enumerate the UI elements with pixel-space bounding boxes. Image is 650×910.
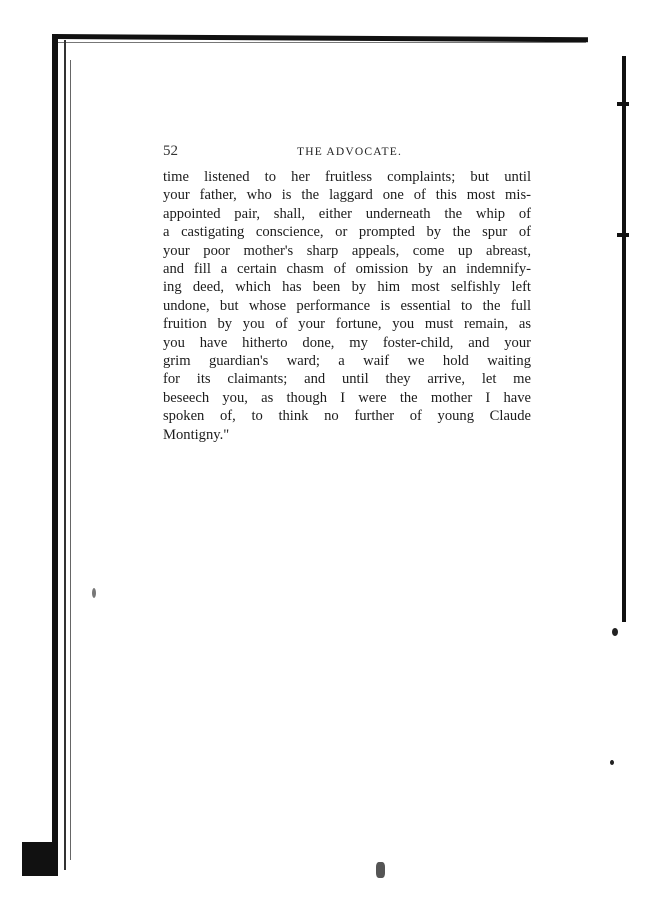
page-left-binding-edge bbox=[52, 34, 58, 876]
ink-speck bbox=[92, 588, 96, 598]
page-top-border-thin bbox=[58, 42, 586, 43]
right-border-notch bbox=[617, 102, 629, 106]
binding-shadow bbox=[22, 842, 58, 876]
text-line: fruition by you of your fortune, you must remain, as bbox=[163, 316, 531, 333]
text-line: undone, but whose performance is essential to the full bbox=[163, 297, 531, 314]
running-title: THE ADVOCATE. bbox=[297, 146, 403, 158]
ink-speck bbox=[610, 760, 614, 765]
page-number: 52 bbox=[163, 143, 178, 159]
text-line: Montigny." bbox=[163, 426, 230, 443]
page-left-inner-rule bbox=[64, 40, 66, 870]
text-line: beseech you, as though I were the mother I have bbox=[163, 389, 531, 406]
text-line: ing deed, which has been by him most selfishly left bbox=[163, 279, 531, 296]
page-left-fine-rule bbox=[70, 60, 71, 860]
text-line: your father, who is the laggard one of this most mis- bbox=[163, 187, 531, 204]
text-line: spoken of, to think no further of young Claude bbox=[163, 408, 531, 425]
text-line: time listened to her fruitless complaints; but until bbox=[163, 169, 531, 185]
text-line: and fill a certain chasm of omission by an indemnify- bbox=[163, 261, 531, 278]
text-line: appointed pair, shall, either underneath the whip of bbox=[163, 205, 531, 222]
running-head bbox=[163, 143, 531, 163]
text-line: you have hitherto done, my foster-child, and your bbox=[163, 334, 531, 351]
text-line: for its claimants; and until they arrive, let me bbox=[163, 371, 531, 388]
text-line: grim guardian's ward; a waif we hold waiting bbox=[163, 353, 531, 370]
ink-speck bbox=[612, 628, 618, 636]
page-text-block bbox=[163, 143, 531, 444]
text-line: your poor mother's sharp appeals, come up abreast, bbox=[163, 242, 531, 259]
text-line: a castigating conscience, or prompted by the spur of bbox=[163, 224, 531, 241]
ink-speck bbox=[376, 862, 385, 878]
right-border-notch bbox=[617, 233, 629, 237]
page-right-border bbox=[622, 56, 626, 622]
